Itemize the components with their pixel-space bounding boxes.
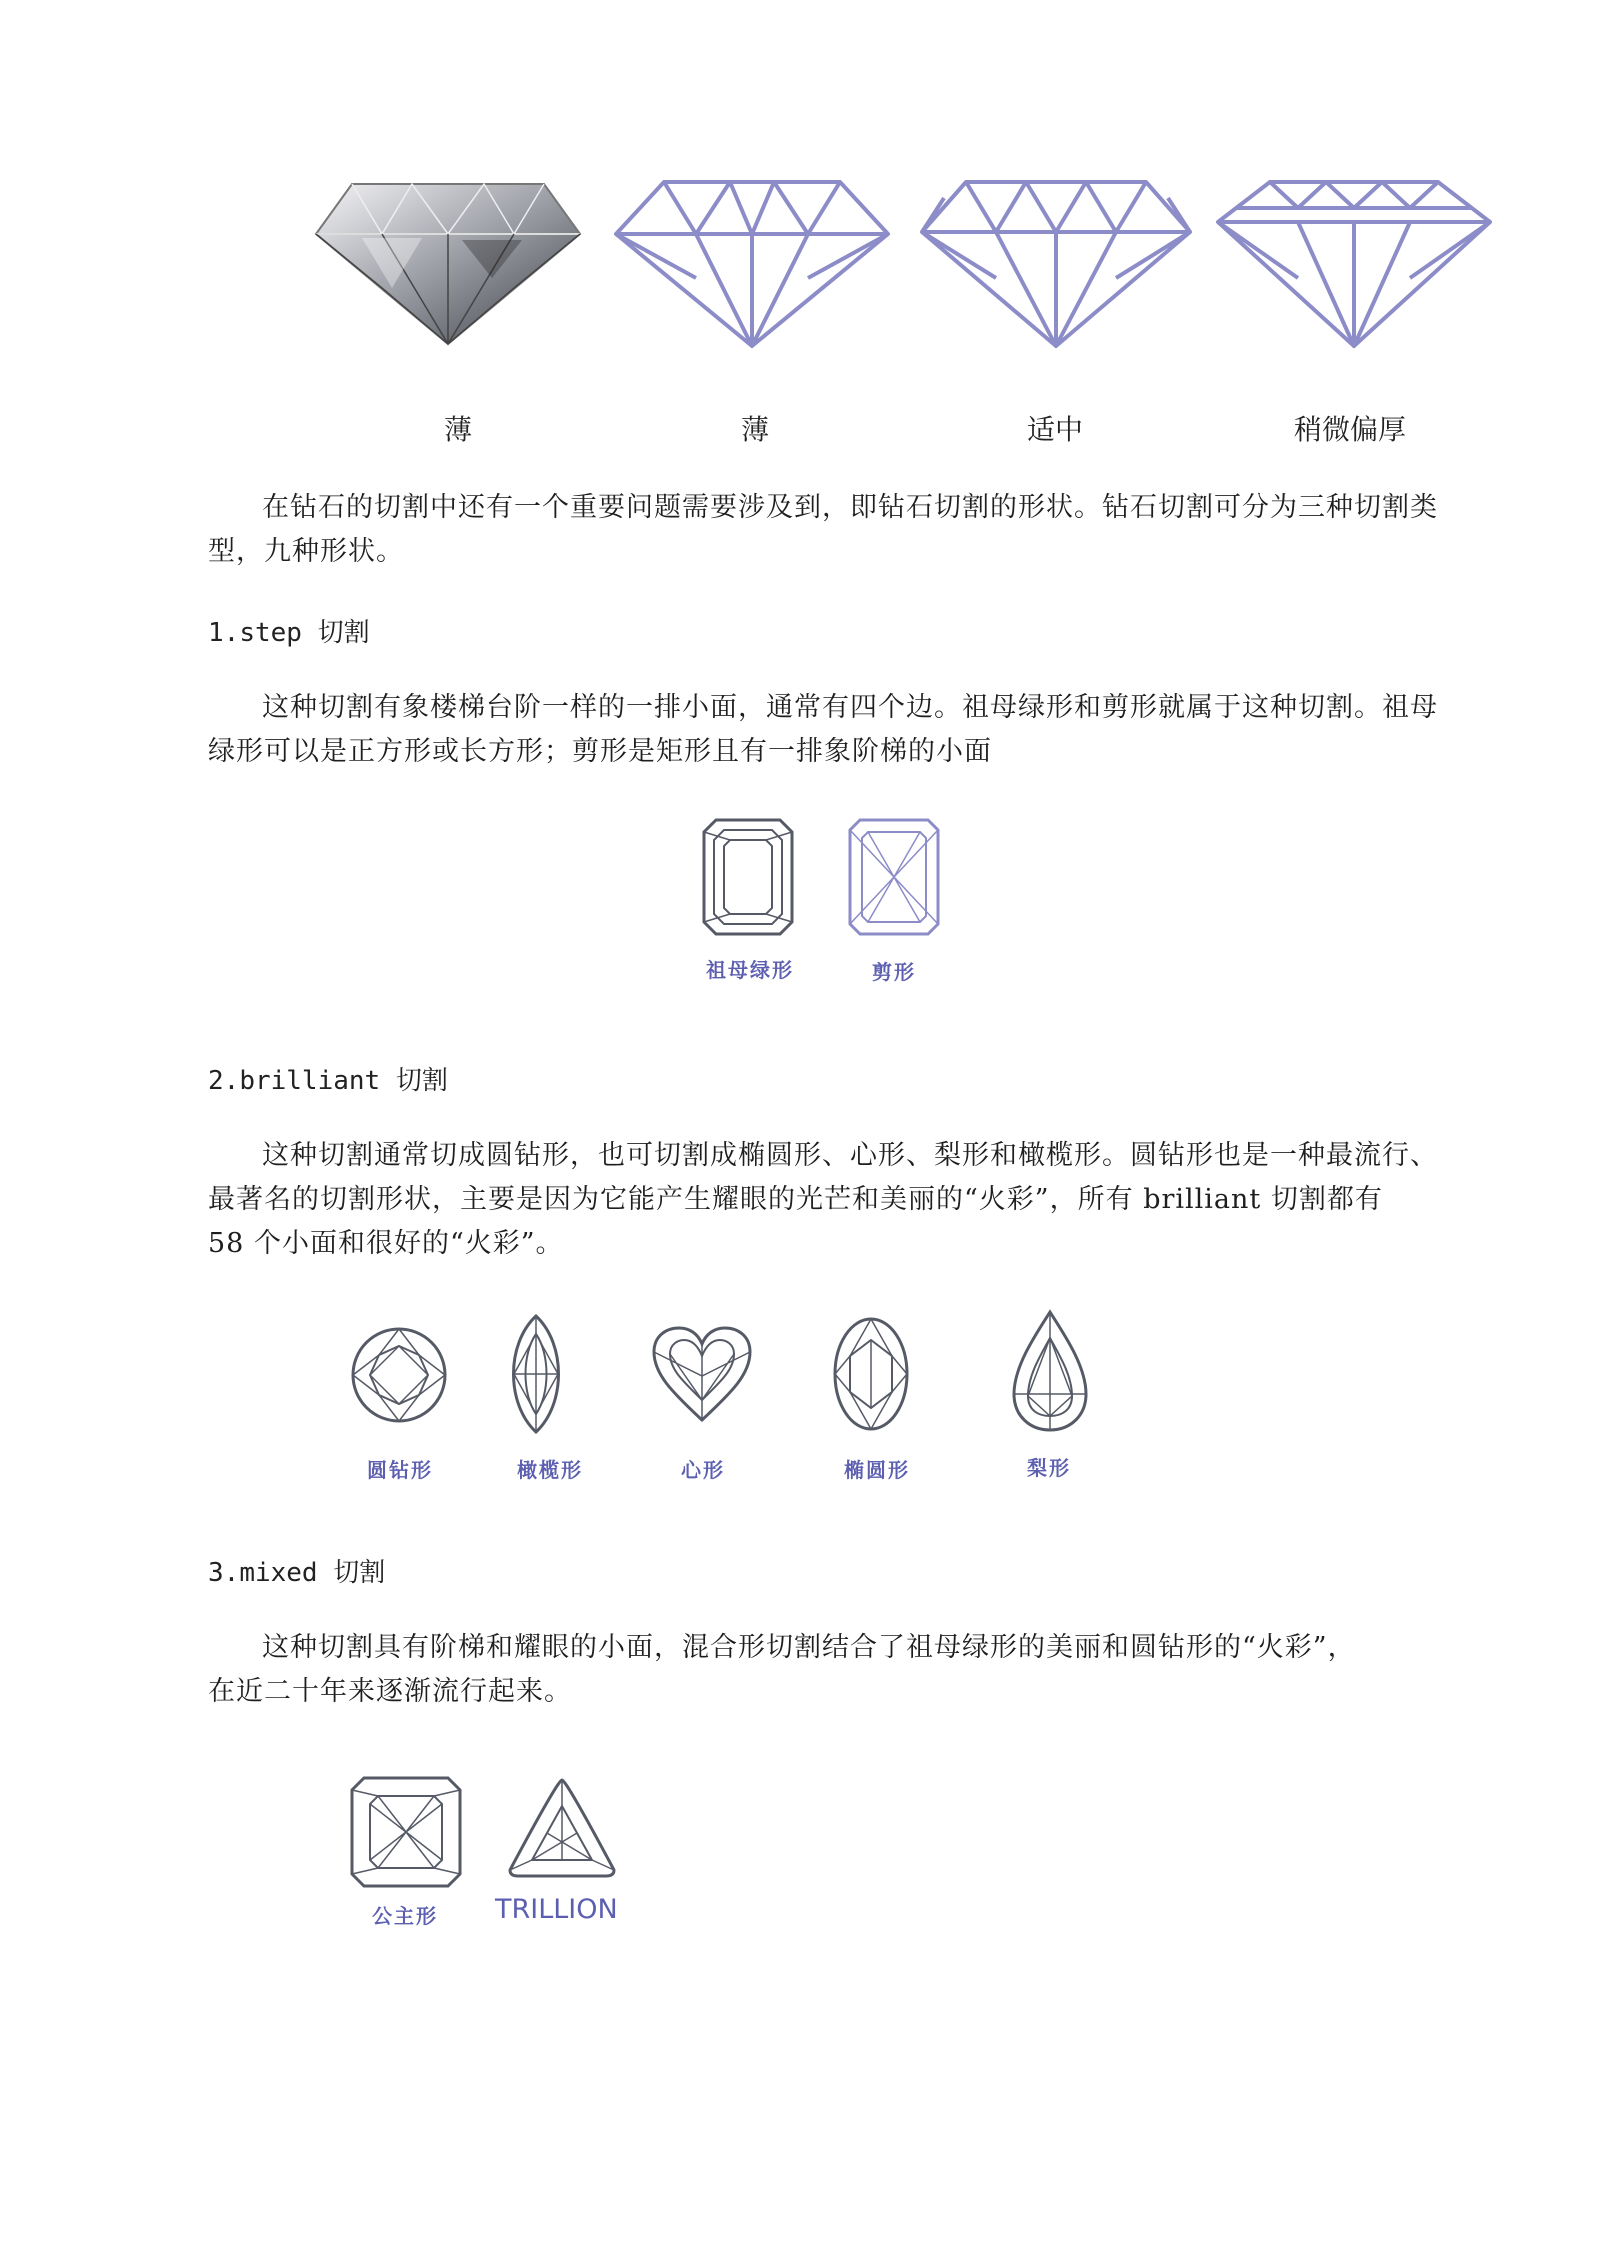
label-round: 圆钻形 [367, 1458, 433, 1482]
section-2-num: 2. [208, 1066, 240, 1096]
section-1-num: 1. [208, 618, 240, 648]
section-1-paragraph [208, 686, 1468, 774]
section-1-cn: 切割 [317, 618, 370, 648]
marquise-cut-icon [506, 1314, 566, 1434]
section-3-num: 3. [208, 1558, 240, 1588]
section-2-line-3: 58 个小面和很好的“火彩”。 [208, 1228, 564, 1259]
section-3-line-1: 这种切割具有阶梯和耀眼的小面，混合形切割结合了祖母绿形的美丽和圆钻形的“火彩”， [262, 1632, 1356, 1663]
radiant-cut-icon [848, 818, 940, 936]
round-cut-icon [350, 1326, 448, 1424]
trillion-cut-icon [506, 1776, 618, 1880]
section-2-cn: 切割 [395, 1066, 448, 1096]
section-3-paragraph [208, 1626, 1498, 1714]
pear-cut-icon [1012, 1310, 1088, 1432]
label-marquise: 橄榄形 [517, 1458, 583, 1482]
label-pear: 梨形 [1027, 1456, 1071, 1480]
intro-line-1: 在钻石的切割中还有一个重要问题需要涉及到，即钻石切割的形状。钻石切割可分为三种切割类 [262, 492, 1438, 523]
diamond-photo [312, 178, 584, 348]
profile-outline-thin [612, 178, 892, 350]
section-1-line-1: 这种切割有象楼梯台阶一样的一排小面，通常有四个边。祖母绿形和剪形就属于这种切割。祖母 [262, 692, 1438, 723]
section-3-cn: 切割 [333, 1558, 386, 1588]
label-trillion: TRILLION [495, 1894, 618, 1925]
profile-outline-medium [918, 178, 1194, 350]
section-2-line-2: 最著名的切割形状，主要是因为它能产生耀眼的光芒和美丽的“火彩”，所有 brilliant 切割都有 [208, 1184, 1383, 1215]
section-3-latin: mixed [239, 1558, 318, 1588]
label-oval: 椭圆形 [844, 1458, 910, 1482]
profile-caption-2: 薄 [740, 413, 769, 446]
section-2-line-1: 这种切割通常切成圆钻形，也可切割成椭圆形、心形、梨形和橄榄形。圆钻形也是一种最流行、 [262, 1140, 1438, 1171]
label-princess: 公主形 [372, 1904, 438, 1928]
profile-outline-thick [1214, 178, 1494, 350]
section-2-paragraph [208, 1134, 1498, 1266]
profile-caption-1: 薄 [443, 413, 472, 446]
label-heart: 心形 [681, 1458, 725, 1482]
princess-cut-icon [350, 1776, 462, 1888]
profile-caption-4: 稍微偏厚 [1293, 413, 1406, 446]
profile-caption-3: 适中 [1026, 413, 1083, 446]
section-2-heading [208, 1060, 448, 1097]
oval-cut-icon [832, 1316, 910, 1432]
section-3-heading [208, 1552, 385, 1589]
emerald-cut-icon [702, 818, 794, 936]
section-1-line-2: 绿形可以是正方形或长方形；剪形是矩形且有一排象阶梯的小面 [208, 736, 992, 767]
label-emerald: 祖母绿形 [706, 958, 794, 982]
intro-line-2: 型，九种形状。 [208, 536, 404, 567]
label-radiant: 剪形 [872, 960, 916, 984]
section-2-latin: brilliant [239, 1066, 381, 1096]
section-3-line-2: 在近二十年来逐渐流行起来。 [208, 1676, 572, 1707]
section-1-latin: step [239, 618, 302, 648]
intro-paragraph [208, 486, 1468, 574]
heart-cut-icon [652, 1326, 752, 1422]
section-1-heading [208, 612, 370, 649]
